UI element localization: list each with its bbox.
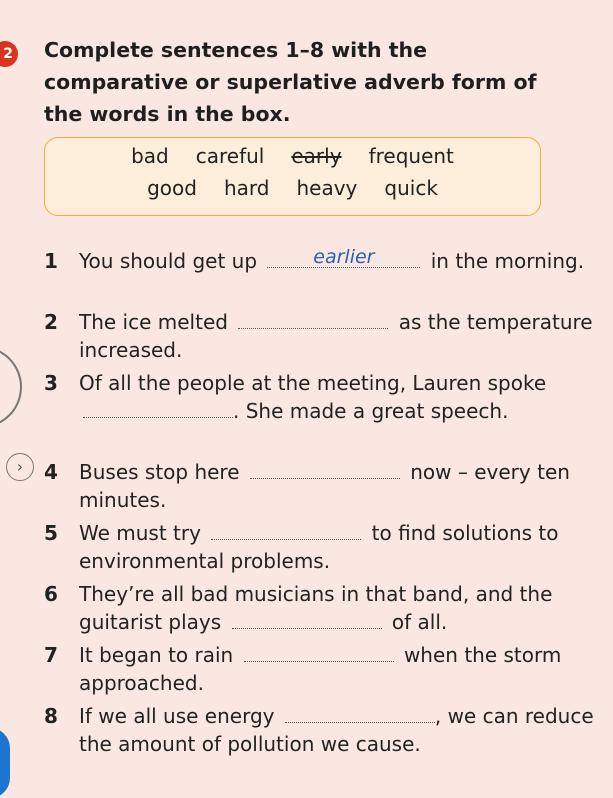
answer-blank-7[interactable] <box>244 645 394 662</box>
sentence-text-before: We must try <box>79 521 201 545</box>
word-box-row-2 <box>45 176 540 200</box>
word-quick: quick <box>384 176 438 200</box>
sentence-text-before: It began to rain <box>79 643 234 667</box>
exercise-number-badge: 2 <box>0 41 18 67</box>
item-number: 1 <box>44 249 58 273</box>
sentence-text-after: in the morning. <box>430 249 585 273</box>
sentence-item-2 <box>44 309 604 364</box>
sentence-item-4 <box>44 459 604 514</box>
word-frequent: frequent <box>368 144 454 168</box>
answer-blank-2[interactable] <box>238 312 388 329</box>
side-page-control[interactable] <box>0 346 22 428</box>
chevron-right-icon[interactable]: › <box>6 453 34 481</box>
sentence-item-8 <box>44 703 604 758</box>
word-careful: careful <box>195 144 265 168</box>
answer-blank-1[interactable] <box>267 246 420 268</box>
sentence-text-after: when the storm approached. <box>79 643 562 695</box>
answer-blank-3[interactable] <box>83 401 233 418</box>
item-number: 8 <box>44 704 58 728</box>
answer-blank-8[interactable] <box>285 706 435 723</box>
sentence-item-5 <box>44 520 604 575</box>
item-number: 6 <box>44 582 58 606</box>
item-number: 7 <box>44 643 58 667</box>
word-good: good <box>147 176 197 200</box>
side-tab-marker[interactable] <box>0 728 10 798</box>
sentence-text-after: . She made a great speech. <box>233 398 509 423</box>
sentence-item-7 <box>44 642 604 697</box>
item-number: 5 <box>44 521 58 545</box>
sentence-text-before: Buses stop here <box>79 460 240 484</box>
sentence-text-after: to find solutions to environmental problems. <box>79 521 559 573</box>
word-box-row-1 <box>45 144 540 168</box>
sentence-text-after: of all. <box>391 609 448 634</box>
answer-blank-6[interactable] <box>232 612 382 629</box>
sentence-text-after: , we can reduce the amount of pollution we cause. <box>79 704 594 756</box>
word-hard: hard <box>223 176 270 200</box>
item-number: 2 <box>44 310 58 334</box>
sentence-text-before: The ice melted <box>79 310 228 334</box>
sentence-text-after: as the temperature increased. <box>79 310 593 362</box>
sentence-text-before: If we all use energy <box>79 704 275 728</box>
word-bad: bad <box>131 144 169 168</box>
handwritten-answer: earlier <box>313 246 375 268</box>
sentence-text-before: You should get up <box>79 249 258 273</box>
word-early-crossed-out: early <box>291 144 342 168</box>
item-number: 3 <box>44 371 58 395</box>
word-box <box>44 137 541 216</box>
answer-blank-4[interactable] <box>250 462 400 479</box>
sentence-item-3 <box>44 370 604 425</box>
item-number: 4 <box>44 460 58 484</box>
sentence-text-after: now – every ten minutes. <box>79 460 570 512</box>
sentence-item-1 <box>44 248 604 276</box>
sentence-item-6 <box>44 581 604 636</box>
sentence-text-before: Of all the people at the meeting, Lauren spoke <box>79 371 547 395</box>
instruction-text: Complete sentences 1–8 with the comparative or superlative adverb form of the words in the box. <box>44 38 537 126</box>
sentence-text-before: They’re all bad musicians in that band, and the guitarist plays <box>79 582 553 634</box>
word-heavy: heavy <box>296 176 358 200</box>
answer-blank-5[interactable] <box>211 523 361 540</box>
